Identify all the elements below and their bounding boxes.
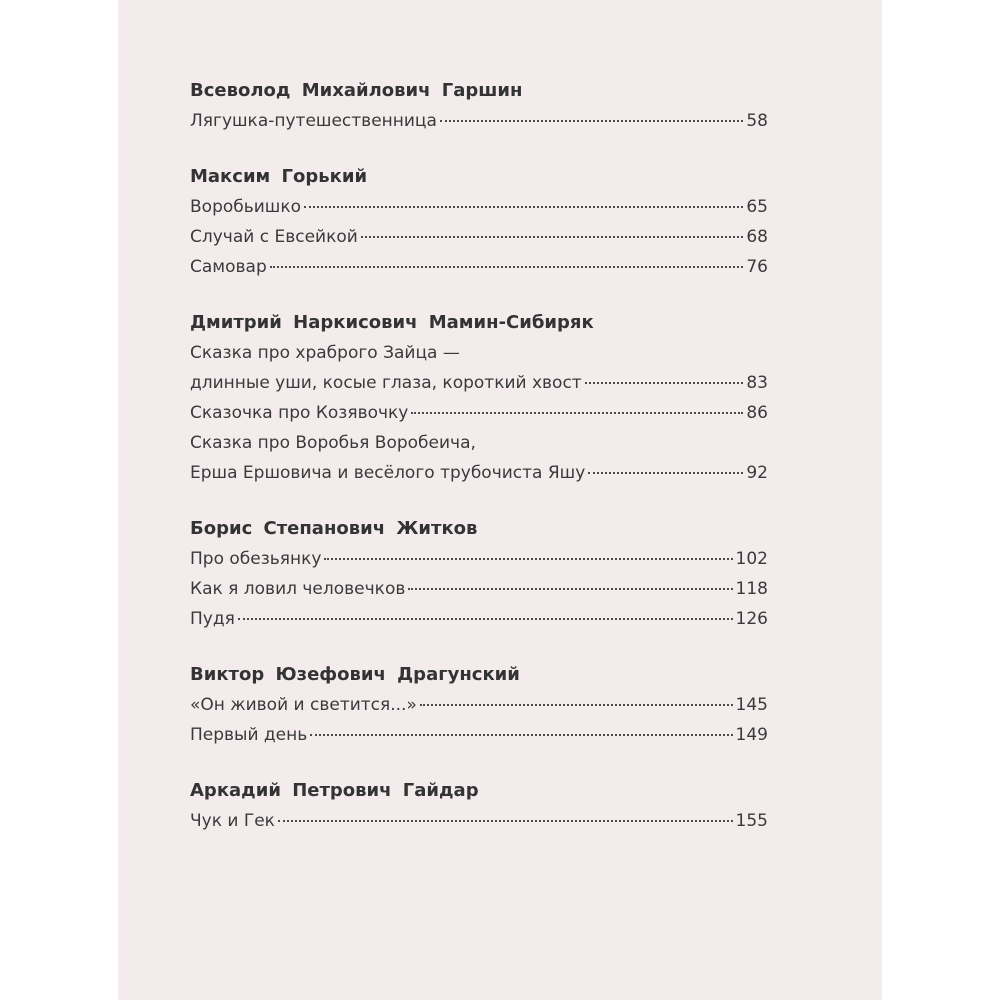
entry-title: длинные уши, косые глаза, короткий хвост: [190, 373, 582, 393]
dot-leader: [278, 820, 733, 822]
dot-leader: [304, 206, 743, 208]
entry-title: Про обезьянку: [190, 549, 322, 569]
entry-title: Воробьишко: [190, 197, 302, 217]
dot-leader: [238, 618, 733, 620]
page-number: 58: [746, 111, 768, 131]
entry-title: Первый день: [190, 725, 308, 745]
toc-entry: [190, 368, 768, 398]
page-number: 76: [746, 257, 768, 277]
toc-entry: [190, 458, 768, 488]
author-name: Дмитрий Наркисович Мамин-Сибиряк: [190, 312, 594, 333]
dot-leader: [588, 472, 743, 474]
entry-title: Лягушка-путешественница: [190, 111, 437, 131]
entry-title: Пудя: [190, 609, 235, 629]
page-number: 86: [746, 403, 768, 423]
entry-title: Чук и Гек: [190, 811, 275, 831]
dot-leader: [420, 704, 733, 706]
author-name: Максим Горький: [190, 166, 368, 187]
page-number: 126: [735, 609, 768, 629]
page-number: 155: [735, 811, 768, 831]
toc-entry: [190, 806, 768, 836]
toc-section: [190, 776, 768, 836]
author-name: Борис Степанович Житков: [190, 518, 478, 539]
entry-title-line: Сказка про Воробья Воробеича,: [190, 433, 476, 453]
page-number: 92: [746, 463, 768, 483]
author-name: Аркадий Петрович Гайдар: [190, 780, 479, 801]
toc-section: [190, 162, 768, 282]
page-number: 149: [735, 725, 768, 745]
page-number: 83: [746, 373, 768, 393]
toc-entry: [190, 106, 768, 136]
toc-entry: [190, 574, 768, 604]
book-page: [118, 0, 882, 1000]
toc-entry: [190, 398, 768, 428]
page-number: 102: [735, 549, 768, 569]
dot-leader: [585, 382, 744, 384]
toc-section: [190, 76, 768, 136]
toc-section: [190, 660, 768, 750]
table-of-contents: [190, 76, 768, 862]
toc-entry: [190, 720, 768, 750]
entry-title: Самовар: [190, 257, 267, 277]
dot-leader: [310, 734, 732, 736]
toc-entry: [190, 544, 768, 574]
toc-entry: [190, 604, 768, 634]
entry-title: Как я ловил человечков: [190, 579, 406, 599]
toc-entry: [190, 222, 768, 252]
entry-title: Случай с Евсейкой: [190, 227, 358, 247]
toc-entry: [190, 192, 768, 222]
author-name: Виктор Юзефович Драгунский: [190, 664, 520, 685]
entry-title-line: Сказка про храброго Зайца —: [190, 343, 460, 363]
page-number: 118: [735, 579, 768, 599]
entry-title: «Он живой и светится...»: [190, 695, 417, 715]
author-name: Всеволод Михайлович Гаршин: [190, 80, 523, 101]
entry-title: Ерша Ершовича и весёлого трубочиста Яшу: [190, 463, 586, 483]
dot-leader: [408, 588, 732, 590]
toc-entry: [190, 252, 768, 282]
dot-leader: [361, 236, 744, 238]
entry-title: Сказочка про Козявочку: [190, 403, 409, 423]
dot-leader: [270, 266, 744, 268]
toc-section: [190, 308, 768, 488]
dot-leader: [440, 120, 743, 122]
toc-section: [190, 514, 768, 634]
page-number: 68: [746, 227, 768, 247]
dot-leader: [324, 558, 732, 560]
page-number: 145: [735, 695, 768, 715]
dot-leader: [411, 412, 743, 414]
page-number: 65: [746, 197, 768, 217]
toc-entry: [190, 690, 768, 720]
